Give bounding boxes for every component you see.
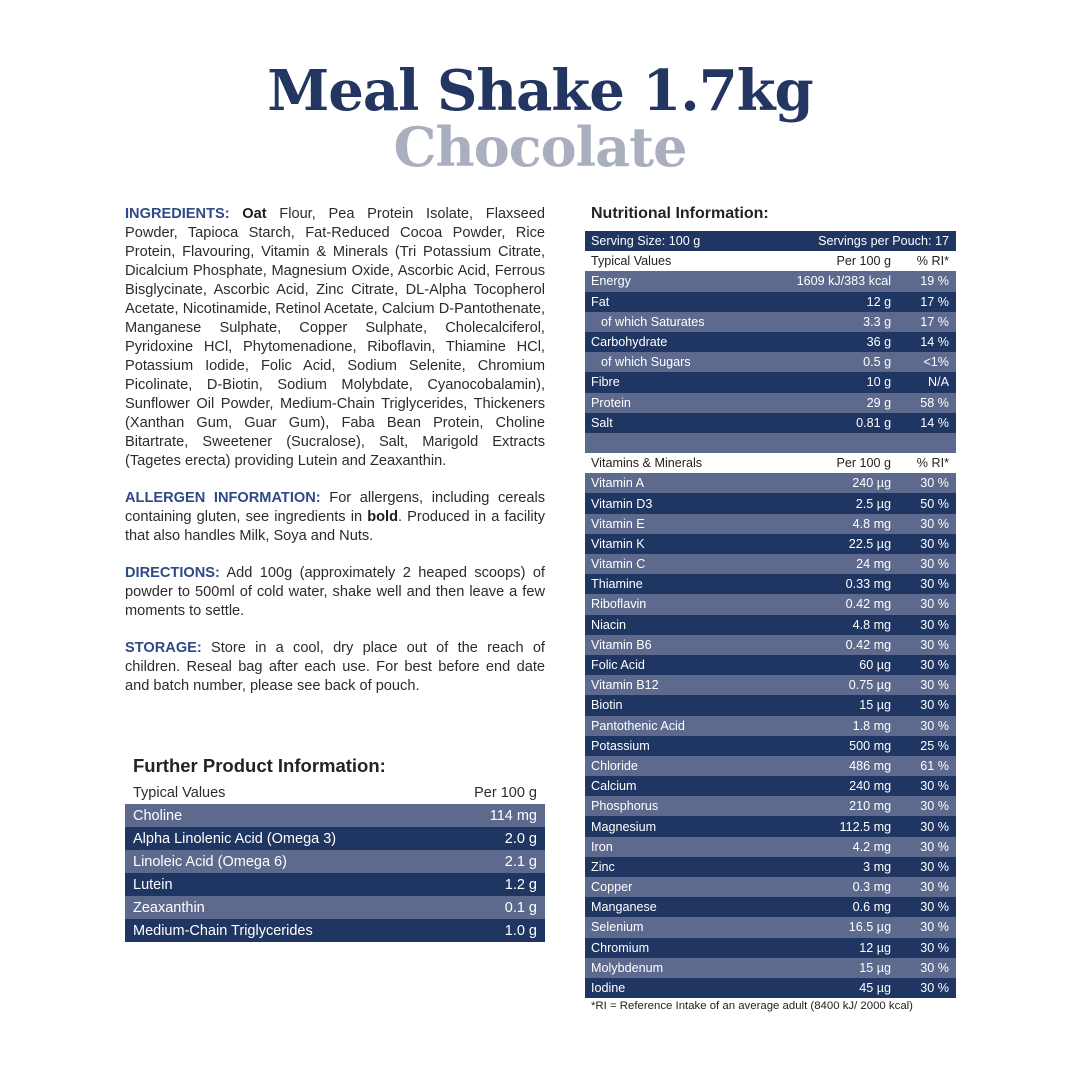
nutrient-name: Fat — [585, 292, 754, 312]
allergen-text-before: For allergens, including cereals containing gluten, see ingredients in — [125, 490, 545, 525]
vitamin-name: Vitamin A — [585, 473, 754, 493]
nutrient-per100: 10 g — [754, 372, 895, 392]
ingredients-label: INGREDIENTS: — [125, 206, 230, 222]
servings-per-pouch: Servings per Pouch: 17 — [754, 231, 956, 251]
vitamins-header-per100: Per 100 g — [754, 453, 895, 473]
vitamin-ri: 30 % — [895, 958, 956, 978]
nutrient-ri: 14 % — [895, 332, 956, 352]
vitamin-ri: 30 % — [895, 655, 956, 675]
vitamin-row — [585, 857, 956, 877]
ingredients-bold-start: Oat — [242, 206, 267, 222]
vitamin-ri: 30 % — [895, 554, 956, 574]
nutrition-row — [585, 393, 956, 413]
vitamin-ri: 30 % — [895, 917, 956, 937]
vitamin-ri: 30 % — [895, 716, 956, 736]
allergen-text-after: . Produced in a facility that also handles Milk, Soya and Nuts. — [125, 509, 545, 544]
vitamin-name: Niacin — [585, 615, 754, 635]
vitamin-ri: 61 % — [895, 756, 956, 776]
vitamin-name: Vitamin C — [585, 554, 754, 574]
nutrient-per100: 3.3 g — [754, 312, 895, 332]
vitamins-header-row — [585, 453, 956, 473]
vitamin-per100: 486 mg — [754, 756, 895, 776]
vitamin-row — [585, 877, 956, 897]
vitamin-per100: 2.5 µg — [754, 493, 895, 513]
nutrition-header-ri: % RI* — [895, 251, 956, 271]
directions-section — [125, 564, 545, 621]
vitamin-row — [585, 473, 956, 493]
vitamin-ri: 30 % — [895, 857, 956, 877]
vitamin-ri: 30 % — [895, 473, 956, 493]
nutrient-name: Salt — [585, 413, 754, 433]
storage-section — [125, 639, 545, 696]
vitamin-row — [585, 554, 956, 574]
nutrient-name: Fibre — [585, 372, 754, 392]
product-title: Meal Shake 1.7kg — [267, 58, 813, 124]
vitamin-row — [585, 938, 956, 958]
vitamin-name: Iodine — [585, 978, 754, 998]
further-row — [125, 873, 545, 896]
nutrition-row — [585, 372, 956, 392]
vitamin-name: Riboflavin — [585, 594, 754, 614]
further-row-value: 2.0 g — [434, 827, 545, 850]
nutrient-per100: 29 g — [754, 393, 895, 413]
product-flavour: Chocolate — [393, 115, 687, 179]
vitamin-name: Chromium — [585, 938, 754, 958]
nutrient-ri: 17 % — [895, 312, 956, 332]
vitamin-row — [585, 594, 956, 614]
vitamin-per100: 15 µg — [754, 695, 895, 715]
vitamin-name: Vitamin E — [585, 514, 754, 534]
vitamins-header-label: Vitamins & Minerals — [585, 453, 754, 473]
vitamin-name: Vitamin K — [585, 534, 754, 554]
vitamin-row — [585, 756, 956, 776]
vitamin-row — [585, 736, 956, 756]
vitamin-row — [585, 776, 956, 796]
ingredients-section — [125, 205, 545, 471]
vitamin-name: Copper — [585, 877, 754, 897]
vitamin-ri: 25 % — [895, 736, 956, 756]
directions-text: Add 100g (approximately 2 heaped scoops) of powder to 500ml of cold water, shake well and then leave a few moments to settle. — [125, 565, 545, 619]
vitamin-row — [585, 534, 956, 554]
further-info-table — [125, 782, 545, 942]
vitamin-row — [585, 655, 956, 675]
vitamin-ri: 30 % — [895, 675, 956, 695]
nutrient-name: Energy — [585, 271, 754, 291]
further-row-value: 114 mg — [434, 804, 545, 827]
vitamin-per100: 112.5 mg — [754, 816, 895, 836]
serving-size: Serving Size: 100 g — [585, 231, 754, 251]
further-row-name: Zeaxanthin — [125, 896, 434, 919]
nutrient-name: of which Saturates — [585, 312, 754, 332]
vitamin-name: Calcium — [585, 776, 754, 796]
nutrition-spacer-row — [585, 433, 956, 453]
nutrition-row — [585, 413, 956, 433]
allergen-bold-word: bold — [367, 509, 398, 525]
vitamin-ri: 30 % — [895, 837, 956, 857]
vitamin-name: Selenium — [585, 917, 754, 937]
nutrient-ri: 14 % — [895, 413, 956, 433]
vitamin-row — [585, 958, 956, 978]
vitamin-row — [585, 695, 956, 715]
vitamin-row — [585, 796, 956, 816]
vitamin-row — [585, 615, 956, 635]
vitamin-per100: 12 µg — [754, 938, 895, 958]
nutrition-row — [585, 271, 956, 291]
vitamin-row — [585, 635, 956, 655]
vitamin-per100: 15 µg — [754, 958, 895, 978]
allergen-label: ALLERGEN INFORMATION: — [125, 490, 321, 506]
vitamin-name: Biotin — [585, 695, 754, 715]
vitamin-name: Folic Acid — [585, 655, 754, 675]
vitamin-row — [585, 816, 956, 836]
vitamin-row — [585, 897, 956, 917]
vitamin-ri: 30 % — [895, 615, 956, 635]
vitamin-row — [585, 716, 956, 736]
vitamin-per100: 4.2 mg — [754, 837, 895, 857]
vitamin-ri: 30 % — [895, 978, 956, 998]
allergen-section — [125, 489, 545, 546]
vitamin-per100: 24 mg — [754, 554, 895, 574]
vitamin-per100: 240 mg — [754, 776, 895, 796]
vitamin-name: Iron — [585, 837, 754, 857]
nutrition-title: Nutritional Information: — [591, 205, 769, 222]
vitamin-name: Manganese — [585, 897, 754, 917]
storage-label: STORAGE: — [125, 640, 202, 656]
vitamin-ri: 30 % — [895, 776, 956, 796]
vitamin-per100: 4.8 mg — [754, 514, 895, 534]
nutrition-header-per100: Per 100 g — [754, 251, 895, 271]
vitamin-name: Pantothenic Acid — [585, 716, 754, 736]
storage-text: Store in a cool, dry place out of the reach of children. Reseal bag after each use. For best before end date and batch number, please see back of pouch. — [125, 640, 545, 694]
vitamin-per100: 3 mg — [754, 857, 895, 877]
vitamin-ri: 30 % — [895, 816, 956, 836]
vitamin-per100: 0.42 mg — [754, 635, 895, 655]
vitamin-row — [585, 837, 956, 857]
vitamin-name: Potassium — [585, 736, 754, 756]
spacer-cell — [585, 433, 956, 453]
vitamin-per100: 16.5 µg — [754, 917, 895, 937]
vitamin-per100: 210 mg — [754, 796, 895, 816]
nutrition-header-label: Typical Values — [585, 251, 754, 271]
vitamin-ri: 50 % — [895, 493, 956, 513]
further-row — [125, 850, 545, 873]
further-row-value: 0.1 g — [434, 896, 545, 919]
vitamin-row — [585, 917, 956, 937]
nutrient-ri: N/A — [895, 372, 956, 392]
vitamin-per100: 500 mg — [754, 736, 895, 756]
nutrient-name: Carbohydrate — [585, 332, 754, 352]
vitamin-ri: 30 % — [895, 695, 956, 715]
further-row-name: Choline — [125, 804, 434, 827]
nutrient-per100: 0.5 g — [754, 352, 895, 372]
vitamin-per100: 0.3 mg — [754, 877, 895, 897]
vitamin-name: Magnesium — [585, 816, 754, 836]
vitamin-name: Thiamine — [585, 574, 754, 594]
further-row-value: 1.0 g — [434, 919, 545, 942]
further-row-value: 2.1 g — [434, 850, 545, 873]
nutrient-name: of which Sugars — [585, 352, 754, 372]
vitamin-per100: 4.8 mg — [754, 615, 895, 635]
nutrient-per100: 1609 kJ/383 kcal — [754, 271, 895, 291]
vitamin-name: Chloride — [585, 756, 754, 776]
vitamin-per100: 0.42 mg — [754, 594, 895, 614]
directions-label: DIRECTIONS: — [125, 565, 220, 581]
vitamin-ri: 30 % — [895, 534, 956, 554]
vitamin-row — [585, 675, 956, 695]
further-header-label: Typical Values — [133, 785, 226, 801]
nutrition-row — [585, 352, 956, 372]
nutrient-name: Protein — [585, 393, 754, 413]
vitamin-per100: 22.5 µg — [754, 534, 895, 554]
vitamin-ri: 30 % — [895, 635, 956, 655]
vitamin-name: Vitamin B12 — [585, 675, 754, 695]
nutrient-per100: 36 g — [754, 332, 895, 352]
vitamin-row — [585, 978, 956, 998]
further-row — [125, 919, 545, 942]
vitamin-ri: 30 % — [895, 594, 956, 614]
nutrient-ri: <1% — [895, 352, 956, 372]
ingredients-text: Flour, Pea Protein Isolate, Flaxseed Powder, Tapioca Starch, Fat-Reduced Cocoa Powder, Rice Protein, Flavouring, Vitamin & Minerals (Tri Potassium Citrate, Dicalcium Phosphate, Magnesium Oxide, Ascorbic Acid, Ferrous Bisglycinate, Ascorbic Acid, Zinc Citrate, DL-Alpha Tocopherol Acetate, Nicotinamide, Retinol Acetate, Calcium D-Pantothenate, Manganese Sulphate, Copper Sulphate, Cholecalciferol, Pyridoxine HCl, Phytomenadione, Riboflavin, Thiamine HCl, Potassium Iodide, Folic Acid, Sodium Selenite, Chromium Picolinate, D-Biotin, Sodium Molybdate, Cyanocobalamin), Sunflower Oil Powder, Medium-Chain Triglycerides, Thickeners (Xanthan Gum, Guar Gum), Faba Bean Protein, Choline Bitartrate, Sweetener (Sucralose), Salt, Marigold Extracts (Tagetes erecta) providing Lutein and Zeaxanthin. — [125, 206, 545, 469]
serving-row — [585, 231, 956, 251]
vitamin-per100: 45 µg — [754, 978, 895, 998]
nutrient-per100: 12 g — [754, 292, 895, 312]
vitamin-ri: 30 % — [895, 877, 956, 897]
vitamin-ri: 30 % — [895, 574, 956, 594]
vitamin-row — [585, 493, 956, 513]
nutrient-ri: 58 % — [895, 393, 956, 413]
further-row — [125, 896, 545, 919]
nutrition-header-row — [585, 251, 956, 271]
nutrition-row — [585, 332, 956, 352]
label-text-column — [125, 205, 545, 714]
vitamin-per100: 0.33 mg — [754, 574, 895, 594]
vitamin-name: Vitamin B6 — [585, 635, 754, 655]
further-row-name: Linoleic Acid (Omega 6) — [125, 850, 434, 873]
vitamin-ri: 30 % — [895, 796, 956, 816]
vitamin-ri: 30 % — [895, 897, 956, 917]
nutrient-ri: 19 % — [895, 271, 956, 291]
vitamin-row — [585, 574, 956, 594]
further-row — [125, 827, 545, 850]
ri-footnote: *RI = Reference Intake of an average adult (8400 kJ/ 2000 kcal) — [591, 1000, 913, 1012]
nutrient-ri: 17 % — [895, 292, 956, 312]
vitamin-per100: 60 µg — [754, 655, 895, 675]
nutrition-row — [585, 292, 956, 312]
nutrient-per100: 0.81 g — [754, 413, 895, 433]
further-row-name: Lutein — [125, 873, 434, 896]
further-row-name: Alpha Linolenic Acid (Omega 3) — [125, 827, 434, 850]
further-info-title: Further Product Information: — [133, 755, 386, 776]
vitamin-name: Vitamin D3 — [585, 493, 754, 513]
vitamin-name: Molybdenum — [585, 958, 754, 978]
vitamin-name: Zinc — [585, 857, 754, 877]
further-header-per100: Per 100 g — [474, 785, 537, 801]
further-row — [125, 804, 545, 827]
vitamin-ri: 30 % — [895, 514, 956, 534]
further-row-value: 1.2 g — [434, 873, 545, 896]
nutrition-table — [585, 231, 956, 998]
vitamins-header-ri: % RI* — [895, 453, 956, 473]
vitamin-per100: 0.6 mg — [754, 897, 895, 917]
vitamin-per100: 0.75 µg — [754, 675, 895, 695]
vitamin-ri: 30 % — [895, 938, 956, 958]
further-header-row — [125, 782, 545, 804]
further-row-name: Medium-Chain Triglycerides — [125, 919, 434, 942]
vitamin-per100: 1.8 mg — [754, 716, 895, 736]
vitamin-name: Phosphorus — [585, 796, 754, 816]
vitamin-per100: 240 µg — [754, 473, 895, 493]
vitamin-row — [585, 514, 956, 534]
nutrition-row — [585, 312, 956, 332]
